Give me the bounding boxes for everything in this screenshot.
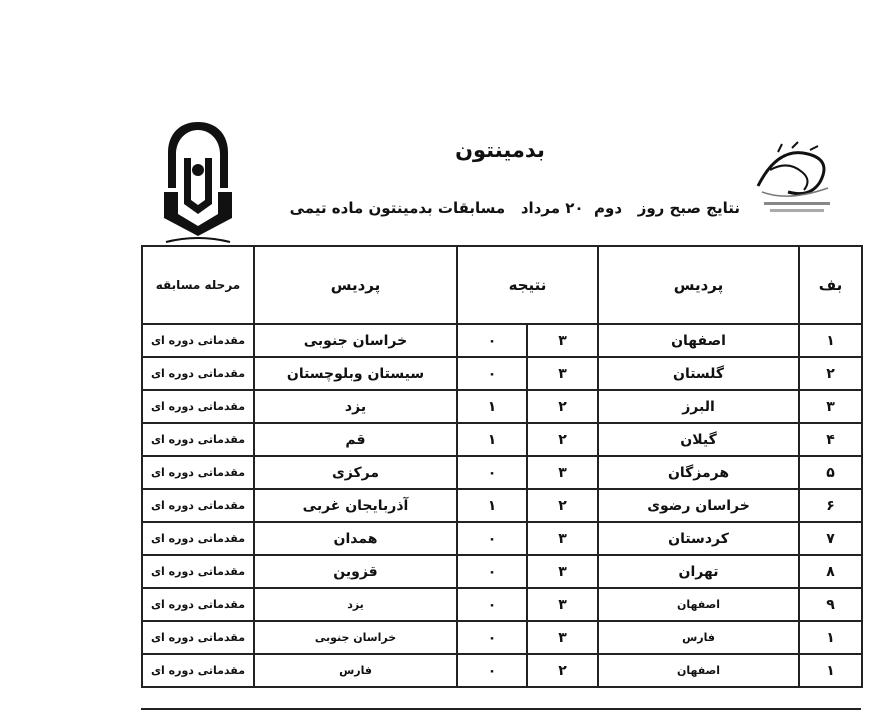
match-stage: مقدماتی دوره ای (142, 588, 254, 621)
match-stage: مقدماتی دوره ای (142, 423, 254, 456)
campus-b: خراسان جنوبی (254, 324, 457, 357)
header-campus-b: پردیس (254, 246, 457, 324)
page-title: بدمینتون (455, 138, 545, 162)
table-row (142, 654, 862, 687)
score-a: ۳ (527, 621, 598, 654)
table-header-row (142, 246, 862, 324)
table-row (142, 390, 862, 423)
score-a: ۳ (527, 357, 598, 390)
campus-a: فارس (598, 621, 799, 654)
row-number: ۴ (799, 423, 862, 456)
campus-a: اصفهان (598, 654, 799, 687)
header-campus-a: پردیس (598, 246, 799, 324)
table-row (142, 324, 862, 357)
page-subtitle: نتایج صبح روز دوم ۲۰ مرداد مسابقات بدمینتون ماده تیمی (289, 199, 740, 217)
score-a: ۳ (527, 456, 598, 489)
campus-b: فارس (254, 654, 457, 687)
score-a: ۳ (527, 324, 598, 357)
table-row (142, 522, 862, 555)
score-a: ۲ (527, 423, 598, 456)
table-row (142, 555, 862, 588)
campus-a: گیلان (598, 423, 799, 456)
campus-b: خراسان جنوبی (254, 621, 457, 654)
score-b: ۰ (457, 324, 527, 357)
campus-b: مرکزی (254, 456, 457, 489)
match-stage: مقدماتی دوره ای (142, 654, 254, 687)
row-number: ۲ (799, 357, 862, 390)
campus-b: قزوین (254, 555, 457, 588)
row-number: ۱ (799, 654, 862, 687)
score-b: ۰ (457, 522, 527, 555)
score-b: ۰ (457, 588, 527, 621)
row-number: ۸ (799, 555, 862, 588)
table-row (142, 456, 862, 489)
match-stage: مقدماتی دوره ای (142, 522, 254, 555)
table-row (142, 423, 862, 456)
campus-a: اصفهان (598, 324, 799, 357)
campus-b: همدان (254, 522, 457, 555)
row-number: ۵ (799, 456, 862, 489)
campus-a: گلستان (598, 357, 799, 390)
score-a: ۲ (527, 654, 598, 687)
score-a: ۲ (527, 390, 598, 423)
campus-a: تهران (598, 555, 799, 588)
row-number: ۶ (799, 489, 862, 522)
score-b: ۱ (457, 489, 527, 522)
score-a: ۳ (527, 555, 598, 588)
campus-a: کردستان (598, 522, 799, 555)
campus-b: قم (254, 423, 457, 456)
score-b: ۱ (457, 423, 527, 456)
score-b: ۰ (457, 621, 527, 654)
match-stage: مقدماتی دوره ای (142, 456, 254, 489)
match-stage: مقدماتی دوره ای (142, 621, 254, 654)
table-row (142, 621, 862, 654)
score-b: ۱ (457, 390, 527, 423)
score-b: ۰ (457, 456, 527, 489)
campus-b: سیستان وبلوچستان (254, 357, 457, 390)
header-stage: مرحله مسابقه (142, 246, 254, 324)
table-row (142, 357, 862, 390)
campus-a: هرمزگان (598, 456, 799, 489)
match-stage: مقدماتی دوره ای (142, 390, 254, 423)
row-number: ۱ (799, 621, 862, 654)
row-number: ۱ (799, 324, 862, 357)
score-b: ۰ (457, 555, 527, 588)
results-table (141, 245, 863, 688)
match-stage: مقدماتی دوره ای (142, 324, 254, 357)
campus-a: خراسان رضوی (598, 489, 799, 522)
score-b: ۰ (457, 357, 527, 390)
campus-b: یزد (254, 390, 457, 423)
campus-a: اصفهان (598, 588, 799, 621)
score-a: ۳ (527, 522, 598, 555)
campus-b: یزد (254, 588, 457, 621)
score-b: ۰ (457, 654, 527, 687)
score-a: ۳ (527, 588, 598, 621)
match-stage: مقدماتی دوره ای (142, 489, 254, 522)
header-row-number: بف (799, 246, 862, 324)
campus-a: البرز (598, 390, 799, 423)
row-number: ۹ (799, 588, 862, 621)
row-number: ۷ (799, 522, 862, 555)
score-a: ۲ (527, 489, 598, 522)
table-row (142, 588, 862, 621)
row-number: ۳ (799, 390, 862, 423)
header-result: نتیجه (457, 246, 598, 324)
match-stage: مقدماتی دوره ای (142, 555, 254, 588)
table-row (142, 489, 862, 522)
campus-b: آذربایجان غربی (254, 489, 457, 522)
match-stage: مقدماتی دوره ای (142, 357, 254, 390)
